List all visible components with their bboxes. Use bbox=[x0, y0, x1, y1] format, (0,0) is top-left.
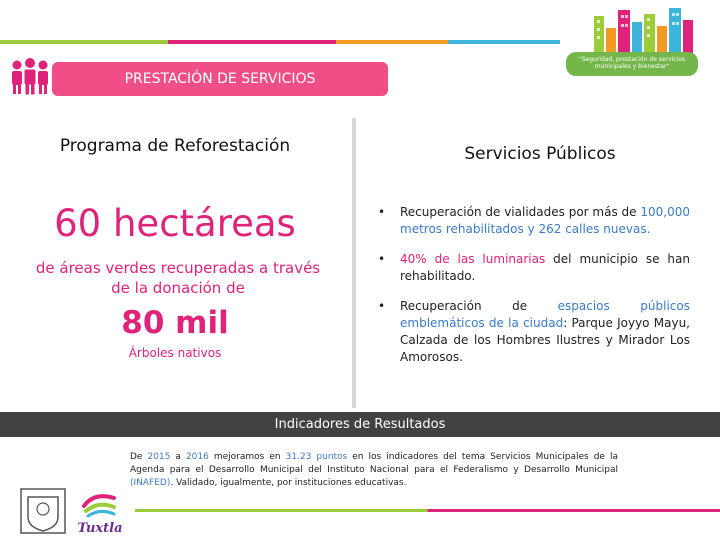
indicators-paragraph bbox=[130, 451, 618, 490]
logo-text: Tuxtla bbox=[77, 521, 123, 536]
column-divider bbox=[352, 118, 356, 408]
year-start: 2015 bbox=[147, 452, 171, 462]
top-accent-line bbox=[0, 40, 560, 44]
indicators-title: Indicadores de Resultados bbox=[274, 417, 446, 432]
section-banner bbox=[52, 62, 388, 96]
bullet-text: del municipio se han rehabilitado. bbox=[400, 252, 690, 283]
bullet-text: Recuperación de bbox=[400, 299, 558, 313]
people-icon bbox=[8, 56, 52, 96]
list-item bbox=[378, 204, 690, 238]
list-item bbox=[378, 251, 690, 285]
trees-value: 80 mil bbox=[121, 305, 229, 341]
left-section-title: Programa de Reforestación bbox=[59, 136, 291, 156]
city-caption: "Seguridad, prestación de servicios municipales y bienestar" bbox=[566, 52, 698, 76]
year-end: 2016 bbox=[185, 452, 209, 462]
tuxtla-logo bbox=[72, 484, 128, 538]
inafed-label: (INAFED) bbox=[130, 478, 171, 488]
city-skyline-icon bbox=[566, 6, 706, 92]
bullet-highlight: 100,000 metros rehabilitados y 262 calles nuevas. bbox=[400, 205, 690, 236]
bullet-text: : Parque Joyyo Mayu, Calzada de los Hombres Ilustres y Mirador Los Amorosos. bbox=[400, 316, 690, 364]
bullet-highlight: 40% de las luminarias bbox=[400, 252, 546, 266]
paragraph-text: en los indicadores del tema Servicios Municipales de la Agenda para el Desarrollo Municipal del Instituto Nacional para el Federalismo y Desarrollo Municipal bbox=[130, 452, 618, 475]
banner-label: PRESTACIÓN DE SERVICIOS bbox=[124, 71, 316, 87]
paragraph-text: . Validado, igualmente, por instituciones educativas. bbox=[170, 478, 407, 488]
services-list bbox=[378, 204, 690, 379]
hectares-description: de áreas verdes recuperadas a través de la donación de bbox=[35, 259, 321, 297]
indicators-bar bbox=[0, 412, 720, 437]
bottom-accent-line bbox=[135, 509, 720, 512]
list-item bbox=[378, 298, 690, 366]
points-value: 31.23 puntos bbox=[285, 452, 348, 462]
right-section-title: Servicios Públicos bbox=[464, 144, 616, 164]
city-seal-icon bbox=[18, 485, 68, 537]
bullet-text: Recuperación de vialidades por más de bbox=[400, 205, 641, 219]
trees-description: Árboles nativos bbox=[128, 346, 222, 360]
paragraph-text: a bbox=[170, 452, 186, 462]
paragraph-text: mejoramos en bbox=[208, 452, 286, 462]
bullet-highlight: espacios públicos emblemáticos de la ciudad bbox=[400, 299, 690, 330]
paragraph-text: De bbox=[130, 452, 148, 462]
hectares-value: 60 hectáreas bbox=[54, 202, 296, 245]
